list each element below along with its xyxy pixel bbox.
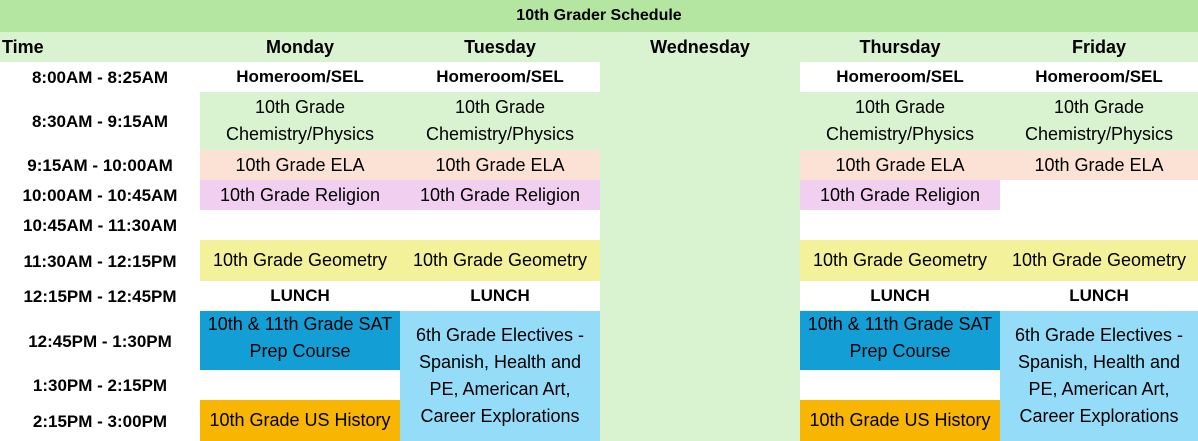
- time-slot[interactable]: 12:15PM - 12:45PM: [0, 281, 200, 311]
- thursday-religion[interactable]: 10th Grade Religion: [800, 180, 1000, 210]
- monday-chemistry[interactable]: 10th Grade Chemistry/Physics: [200, 92, 400, 150]
- time-slot[interactable]: 10:45AM - 11:30AM: [0, 210, 200, 240]
- header-wednesday[interactable]: Wednesday: [600, 32, 800, 62]
- header-thursday[interactable]: Thursday: [800, 32, 1000, 62]
- monday-geometry[interactable]: 10th Grade Geometry: [200, 240, 400, 281]
- friday-chemistry[interactable]: 10th Grade Chemistry/Physics: [1000, 92, 1198, 150]
- monday-homeroom[interactable]: Homeroom/SEL: [236, 67, 364, 86]
- thursday-homeroom[interactable]: Homeroom/SEL: [836, 67, 964, 86]
- header-time[interactable]: Time: [0, 32, 200, 62]
- thursday-sat-prep[interactable]: 10th & 11th Grade SAT Prep Course: [800, 311, 1000, 370]
- header-monday[interactable]: Monday: [200, 32, 400, 62]
- header-friday[interactable]: Friday: [1000, 32, 1198, 62]
- thursday-geometry[interactable]: 10th Grade Geometry: [800, 240, 1000, 281]
- monday-ela[interactable]: 10th Grade ELA: [200, 150, 400, 180]
- time-slot[interactable]: 1:30PM - 2:15PM: [0, 370, 200, 400]
- time-slot[interactable]: 8:30AM - 9:15AM: [0, 92, 200, 150]
- time-slot[interactable]: 2:15PM - 3:00PM: [0, 400, 200, 441]
- friday-geometry[interactable]: 10th Grade Geometry: [1000, 240, 1198, 281]
- schedule-title[interactable]: 10th Grader Schedule: [0, 0, 1198, 32]
- time-slot[interactable]: 11:30AM - 12:15PM: [0, 240, 200, 281]
- thursday-chemistry[interactable]: 10th Grade Chemistry/Physics: [800, 92, 1000, 150]
- time-slot[interactable]: 12:45PM - 1:30PM: [0, 311, 200, 370]
- tuesday-electives[interactable]: 6th Grade Electives - Spanish, Health and PE, American Art, Career Explorations: [400, 311, 600, 441]
- time-slot[interactable]: 10:00AM - 10:45AM: [0, 180, 200, 210]
- header-tuesday[interactable]: Tuesday: [400, 32, 600, 62]
- time-slot[interactable]: 8:00AM - 8:25AM: [0, 62, 200, 92]
- friday-homeroom[interactable]: Homeroom/SEL: [1035, 67, 1163, 86]
- tuesday-ela[interactable]: 10th Grade ELA: [400, 150, 600, 180]
- tuesday-homeroom[interactable]: Homeroom/SEL: [436, 67, 564, 86]
- thursday-us-history[interactable]: 10th Grade US History: [800, 400, 1000, 441]
- monday-us-history[interactable]: 10th Grade US History: [200, 400, 400, 441]
- monday-religion[interactable]: 10th Grade Religion: [200, 180, 400, 210]
- tuesday-geometry[interactable]: 10th Grade Geometry: [400, 240, 600, 281]
- friday-ela[interactable]: 10th Grade ELA: [1000, 150, 1198, 180]
- tuesday-chemistry[interactable]: 10th Grade Chemistry/Physics: [400, 92, 600, 150]
- wednesday-column[interactable]: [600, 62, 800, 441]
- thursday-lunch[interactable]: LUNCH: [870, 286, 930, 305]
- monday-lunch[interactable]: LUNCH: [270, 286, 330, 305]
- friday-electives[interactable]: 6th Grade Electives - Spanish, Health and PE, American Art, Career Explorations: [1000, 311, 1198, 441]
- friday-lunch[interactable]: LUNCH: [1069, 286, 1129, 305]
- thursday-ela[interactable]: 10th Grade ELA: [800, 150, 1000, 180]
- tuesday-lunch[interactable]: LUNCH: [470, 286, 530, 305]
- time-slot[interactable]: 9:15AM - 10:00AM: [0, 150, 200, 180]
- tuesday-religion[interactable]: 10th Grade Religion: [400, 180, 600, 210]
- monday-sat-prep[interactable]: 10th & 11th Grade SAT Prep Course: [200, 311, 400, 370]
